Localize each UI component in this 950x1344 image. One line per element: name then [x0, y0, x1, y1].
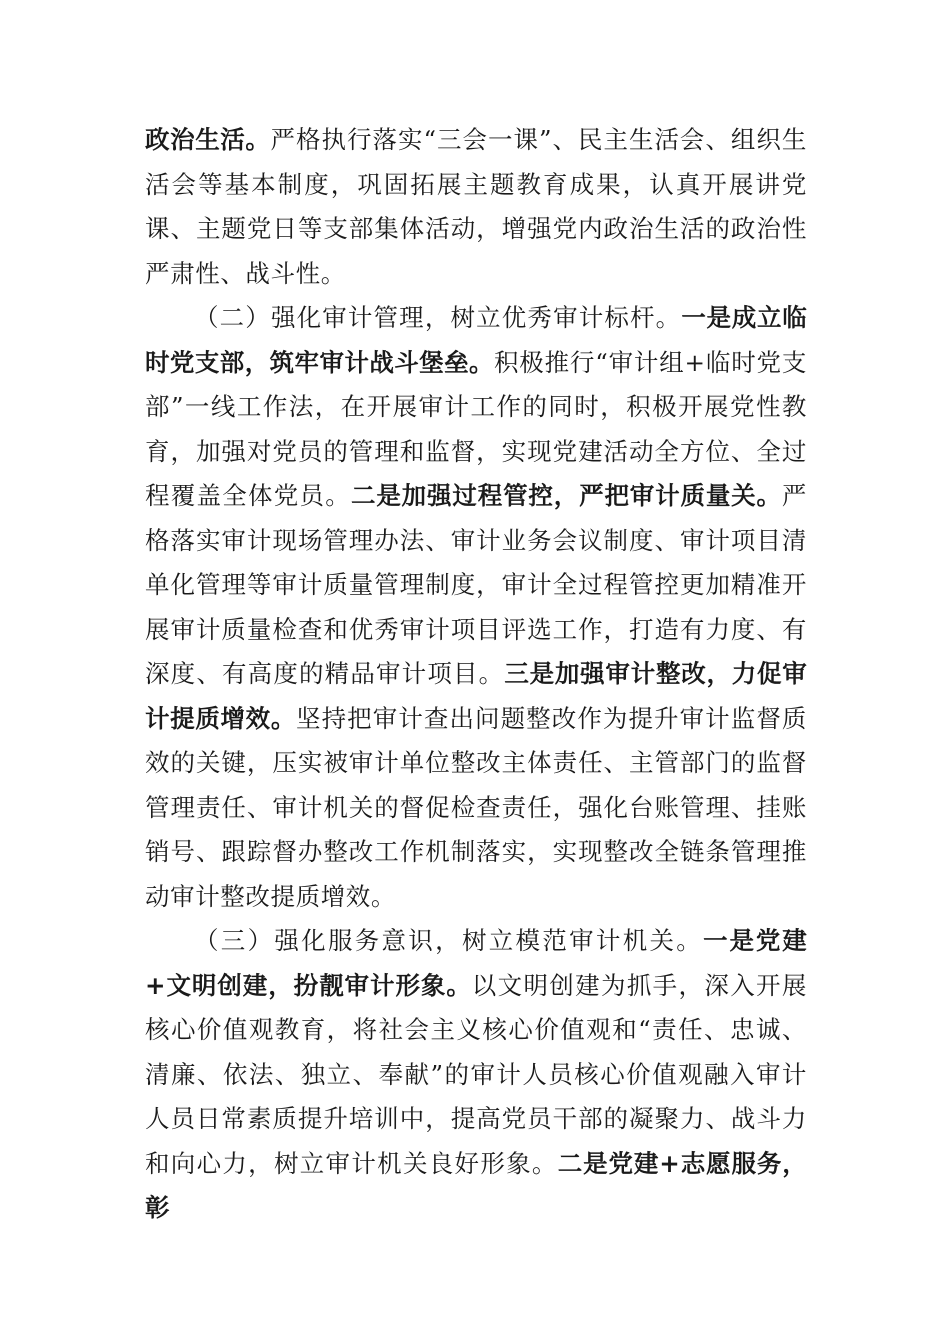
bold-heading-run: 二是加强过程管控，严把审计质量关。 — [350, 481, 782, 510]
paragraph-service-awareness — [145, 919, 807, 1231]
section-heading-run: （二）强化审计管理，树立优秀审计标杆。 — [194, 303, 682, 332]
bold-heading-run: 一是成立临时党支部，筑牢审计战斗堡垒。 — [145, 303, 808, 377]
bold-heading-run: 一是党建+文明创建，扮靓审计形象。 — [145, 926, 807, 1000]
body-text-run: 坚持把审计查出问题整改作为提升审计监督质效的关键，压实被审计单位整改主体责任、主管部门的监督管理责任、审计机关的督促检查责任，强化台账管理、挂账销号、跟踪督办整改工作机制落实，实现整改全链条管理推动审计整改提质增效。 — [145, 703, 807, 911]
bold-heading-run: 二是党建+志愿服务，彰 — [145, 1148, 807, 1222]
body-text-run: 严格执行落实“三会一课”、民主生活会、组织生活会等基本制度，巩固拓展主题教育成果，认真开展讲党课、主题党日等支部集体活动，增强党内政治生活的政治性严肃性、战斗性。 — [145, 125, 808, 288]
bold-heading-run: 政治生活。 — [145, 125, 271, 154]
section-heading-run: （三）强化服务意识，树立模范审计机关。 — [194, 926, 704, 955]
body-text-run: 以文明创建为抓手，深入开展核心价值观教育，将社会主义核心价值观和“责任、忠诚、清廉、依法、独立、奉献”的审计人员核心价值观融入审计人员日常素质提升培训中，提高党员干部的凝聚力、战斗力和向心力，树立审计机关良好形象。 — [145, 970, 807, 1178]
paragraph-audit-management — [145, 296, 807, 919]
bold-heading-run: 三是加强审计整改，力促审计提质增效。 — [145, 659, 807, 733]
body-text-run: 积极推行“审计组+临时党支部”一线工作法，在开展审计工作的同时，积极开展党性教育，加强对党员的管理和监督，实现党建活动全方位、全过程覆盖全体党员。 — [145, 347, 807, 510]
document-body — [145, 118, 807, 1231]
paragraph-political-life — [145, 118, 807, 296]
body-text-run: 严格落实审计现场管理办法、审计业务会议制度、审计项目清单化管理等审计质量管理制度，审计全过程管控更加精准开展审计质量检查和优秀审计项目评选工作，打造有力度、有深度、有高度的精品审计项目。 — [145, 481, 807, 688]
